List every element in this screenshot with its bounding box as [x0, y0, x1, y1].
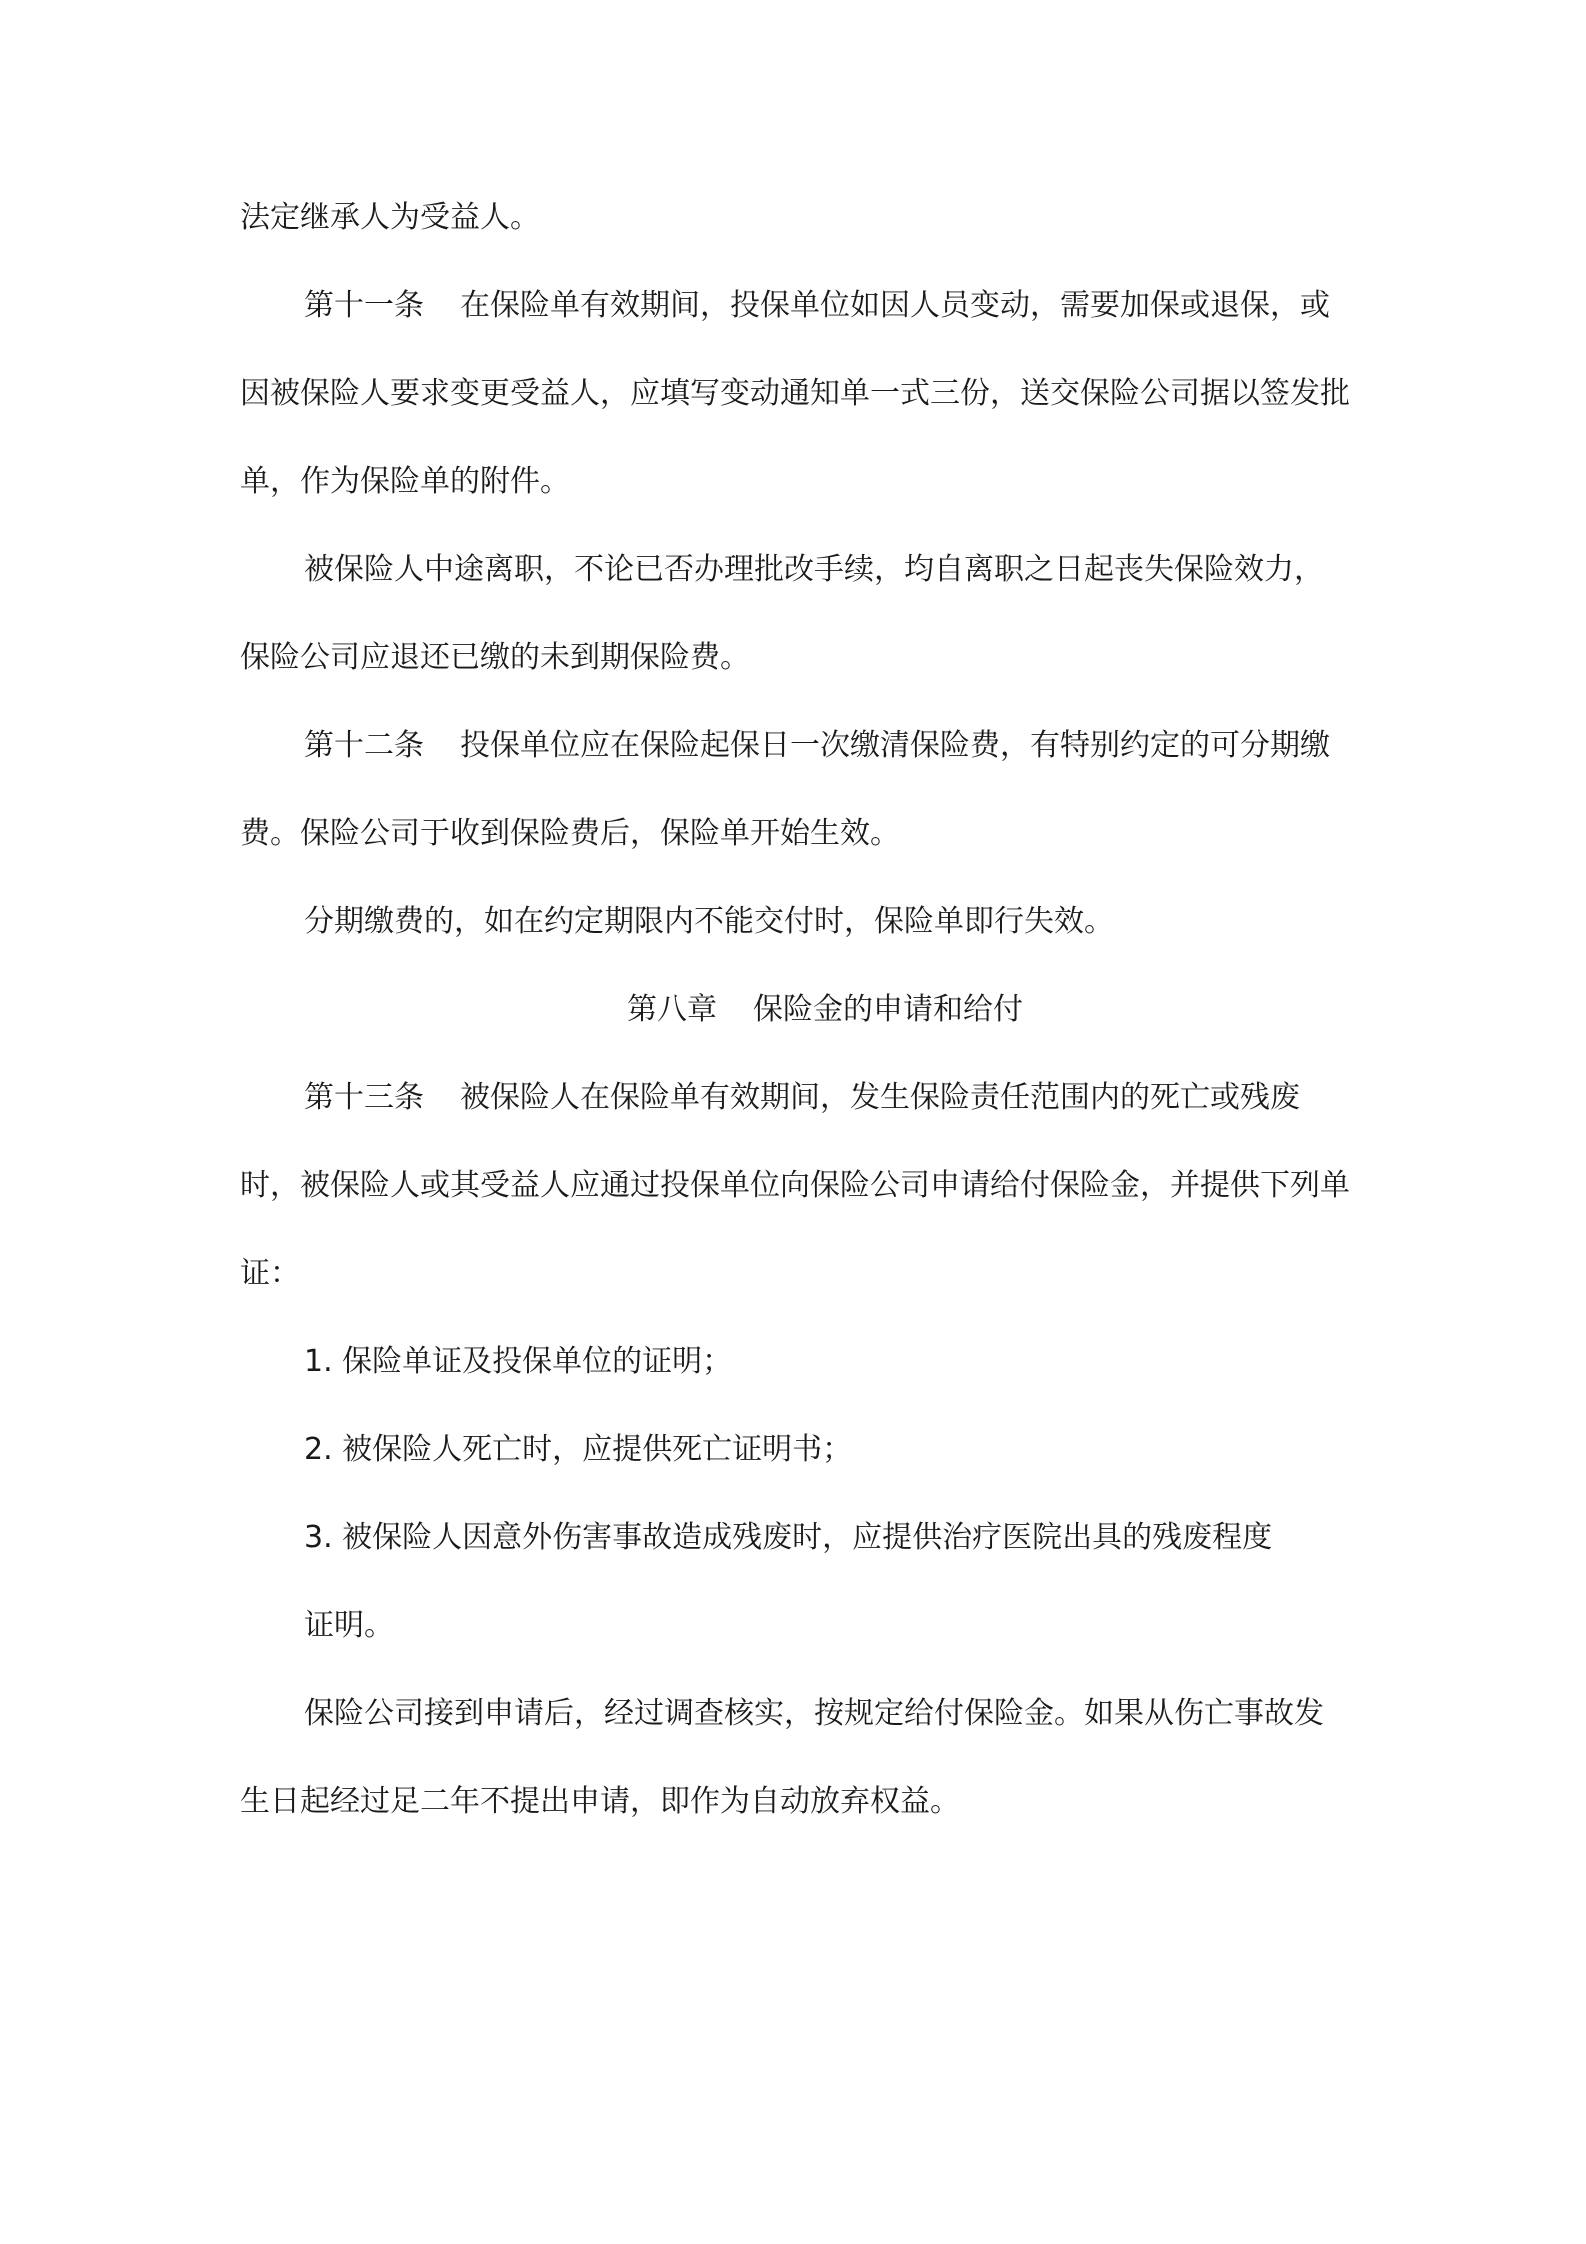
article-text: 在保险单有效期间，投保单位如因人员变动，需要加保或退保，或因被保险人要求变更受益人，应填写变动通知单一式三份，送交保险公司据以签发批单，作为保险单的附件。	[240, 288, 1350, 499]
paragraph-beneficiary	[240, 174, 1350, 262]
chapter-title	[240, 966, 1350, 1054]
paragraph-resignation	[240, 526, 1350, 702]
document-body	[240, 174, 1350, 1846]
list-item-2	[240, 1406, 1350, 1494]
article-number: 第十二条	[304, 728, 424, 763]
paragraph-text: 分期缴费的，如在约定期限内不能交付时，保险单即行失效。	[304, 904, 1114, 939]
paragraph-text: 保险公司接到申请后，经过调查核实，按规定给付保险金。如果从伤亡事故发生日起经过足二年不提出申请，即作为自动放弃权益。	[240, 1696, 1324, 1819]
paragraph-installment	[240, 878, 1350, 966]
list-text: 被保险人死亡时，应提供死亡证明书；	[342, 1432, 853, 1467]
list-text: 保险单证及投保单位的证明；	[342, 1344, 733, 1379]
article-number: 第十三条	[304, 1080, 424, 1115]
paragraph-text: 被保险人中途离职，不论已否办理批改手续，均自离职之日起丧失保险效力，保险公司应退还已缴的未到期保险费。	[240, 552, 1324, 675]
article-11	[240, 262, 1350, 526]
list-text: 被保险人因意外伤害事故造成残废时，应提供治疗医院出具的残废程度	[342, 1520, 1273, 1555]
list-item-1	[240, 1318, 1350, 1406]
list-text-continuation: 证明。	[304, 1608, 394, 1643]
list-item-3	[240, 1494, 1350, 1670]
paragraph-text: 法定继承人为受益人。	[240, 200, 540, 235]
list-number: 2.	[304, 1432, 333, 1467]
list-number: 3.	[304, 1520, 333, 1555]
chapter-name: 保险金的申请和给付	[753, 992, 1023, 1027]
paragraph-closing	[240, 1670, 1350, 1846]
list-number: 1.	[304, 1344, 333, 1379]
chapter-number: 第八章	[627, 992, 717, 1027]
article-number: 第十一条	[304, 288, 424, 323]
article-text: 被保险人在保险单有效期间，发生保险责任范围内的死亡或残废时，被保险人或其受益人应通过投保单位向保险公司申请给付保险金，并提供下列单证：	[240, 1080, 1350, 1291]
article-13	[240, 1054, 1350, 1318]
article-text: 投保单位应在保险起保日一次缴清保险费，有特别约定的可分期缴费。保险公司于收到保险费后，保险单开始生效。	[240, 728, 1330, 851]
article-12	[240, 702, 1350, 878]
